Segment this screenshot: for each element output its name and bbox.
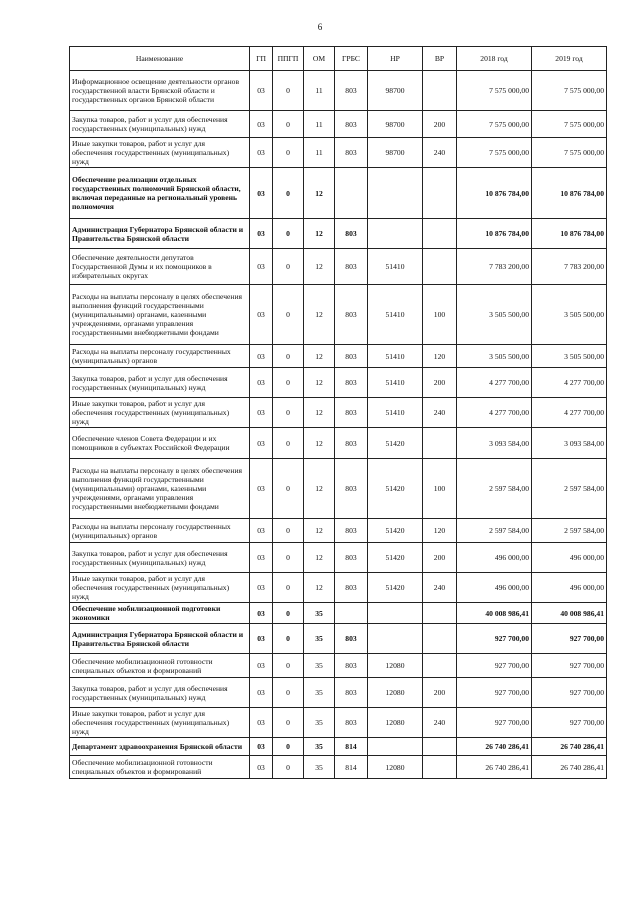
cell-2019: 496 000,00 — [532, 543, 607, 573]
cell-grbs: 803 — [335, 71, 368, 111]
cell-2019: 10 876 784,00 — [532, 168, 607, 219]
col-header-2018: 2018 год — [457, 47, 532, 71]
cell-ppgp: 0 — [273, 678, 304, 708]
table-row — [70, 678, 607, 708]
cell-2019: 927 700,00 — [532, 678, 607, 708]
cell-vr: 200 — [423, 543, 457, 573]
cell-grbs: 814 — [335, 756, 368, 779]
col-header-2019: 2019 год — [532, 47, 607, 71]
cell-vr: 200 — [423, 368, 457, 398]
table-row — [70, 111, 607, 138]
cell-om: 12 — [304, 219, 335, 249]
cell-2018: 10 876 784,00 — [457, 168, 532, 219]
cell-vr: 100 — [423, 285, 457, 345]
cell-gp: 03 — [250, 428, 273, 459]
cell-name: Иные закупки товаров, работ и услуг для обеспечения государственных (муниципальных) нужд — [70, 708, 250, 738]
cell-2019: 7 783 200,00 — [532, 249, 607, 285]
cell-2018: 40 008 986,41 — [457, 603, 532, 624]
table-row — [70, 285, 607, 345]
cell-gp: 03 — [250, 168, 273, 219]
table-row — [70, 368, 607, 398]
table-row — [70, 624, 607, 654]
table-row — [70, 543, 607, 573]
cell-2018: 496 000,00 — [457, 543, 532, 573]
cell-nr: 98700 — [368, 71, 423, 111]
cell-grbs: 803 — [335, 249, 368, 285]
cell-grbs: 803 — [335, 345, 368, 368]
cell-2019: 3 505 500,00 — [532, 285, 607, 345]
cell-2018: 927 700,00 — [457, 654, 532, 678]
cell-gp: 03 — [250, 756, 273, 779]
cell-name: Департамент здравоохранения Брянской области — [70, 738, 250, 756]
cell-2018: 26 740 286,41 — [457, 756, 532, 779]
cell-gp: 03 — [250, 368, 273, 398]
cell-ppgp: 0 — [273, 738, 304, 756]
cell-2018: 3 505 500,00 — [457, 285, 532, 345]
cell-name: Обеспечение мобилизационной готовности специальных объектов и формирований — [70, 756, 250, 779]
cell-nr: 12080 — [368, 708, 423, 738]
cell-name: Расходы на выплаты персоналу в целях обеспечения выполнения функций государственными (муниципальными) органами, казенными учреждениями, органами управления государственными внебюджетными фондами — [70, 285, 250, 345]
cell-vr: 100 — [423, 459, 457, 519]
cell-gp: 03 — [250, 249, 273, 285]
cell-vr: 240 — [423, 573, 457, 603]
cell-2019: 10 876 784,00 — [532, 219, 607, 249]
cell-om: 12 — [304, 398, 335, 428]
cell-om: 35 — [304, 624, 335, 654]
table-row — [70, 519, 607, 543]
cell-gp: 03 — [250, 459, 273, 519]
cell-ppgp: 0 — [273, 573, 304, 603]
col-header-om: ОМ — [304, 47, 335, 71]
cell-name: Закупка товаров, работ и услуг для обеспечения государственных (муниципальных) нужд — [70, 111, 250, 138]
cell-name: Обеспечение мобилизационной готовности специальных объектов и формирований — [70, 654, 250, 678]
table-header-row — [70, 47, 607, 71]
table-row — [70, 398, 607, 428]
cell-ppgp: 0 — [273, 624, 304, 654]
cell-2019: 7 575 000,00 — [532, 71, 607, 111]
table-row — [70, 219, 607, 249]
cell-nr: 51420 — [368, 543, 423, 573]
cell-2019: 26 740 286,41 — [532, 738, 607, 756]
cell-vr — [423, 428, 457, 459]
cell-name: Администрация Губернатора Брянской области и Правительства Брянской области — [70, 219, 250, 249]
cell-nr: 51410 — [368, 345, 423, 368]
cell-2019: 26 740 286,41 — [532, 756, 607, 779]
cell-name: Обеспечение мобилизационной подготовки экономики — [70, 603, 250, 624]
cell-2018: 4 277 700,00 — [457, 368, 532, 398]
table-row — [70, 708, 607, 738]
cell-ppgp: 0 — [273, 249, 304, 285]
cell-om: 35 — [304, 708, 335, 738]
cell-2019: 3 093 584,00 — [532, 428, 607, 459]
cell-name: Иные закупки товаров, работ и услуг для обеспечения государственных (муниципальных) нужд — [70, 398, 250, 428]
table-row — [70, 573, 607, 603]
cell-nr: 12080 — [368, 678, 423, 708]
cell-vr — [423, 738, 457, 756]
cell-2018: 26 740 286,41 — [457, 738, 532, 756]
cell-om: 35 — [304, 603, 335, 624]
cell-nr: 51410 — [368, 368, 423, 398]
cell-gp: 03 — [250, 398, 273, 428]
cell-grbs: 803 — [335, 398, 368, 428]
cell-name: Обеспечение членов Совета Федерации и их помощников в субъектах Российской Федерации — [70, 428, 250, 459]
cell-gp: 03 — [250, 138, 273, 168]
cell-nr: 51410 — [368, 398, 423, 428]
cell-ppgp: 0 — [273, 543, 304, 573]
cell-grbs: 803 — [335, 285, 368, 345]
col-header-grbs: ГРБС — [335, 47, 368, 71]
cell-grbs: 803 — [335, 543, 368, 573]
cell-om: 35 — [304, 678, 335, 708]
cell-om: 12 — [304, 345, 335, 368]
cell-gp: 03 — [250, 624, 273, 654]
cell-om: 35 — [304, 654, 335, 678]
cell-grbs — [335, 603, 368, 624]
cell-grbs: 803 — [335, 368, 368, 398]
cell-2019: 2 597 584,00 — [532, 459, 607, 519]
cell-name: Расходы на выплаты персоналу государственных (муниципальных) органов — [70, 345, 250, 368]
cell-nr: 51410 — [368, 285, 423, 345]
cell-2018: 7 575 000,00 — [457, 111, 532, 138]
cell-ppgp: 0 — [273, 603, 304, 624]
cell-2019: 927 700,00 — [532, 624, 607, 654]
cell-grbs: 803 — [335, 654, 368, 678]
cell-om: 11 — [304, 111, 335, 138]
cell-vr — [423, 624, 457, 654]
table-row — [70, 603, 607, 624]
cell-grbs: 803 — [335, 519, 368, 543]
cell-om: 11 — [304, 138, 335, 168]
cell-ppgp: 0 — [273, 428, 304, 459]
cell-nr — [368, 738, 423, 756]
cell-2018: 2 597 584,00 — [457, 459, 532, 519]
cell-grbs — [335, 168, 368, 219]
page-number: 6 — [317, 22, 323, 32]
cell-ppgp: 0 — [273, 708, 304, 738]
cell-2019: 927 700,00 — [532, 654, 607, 678]
cell-2018: 7 783 200,00 — [457, 249, 532, 285]
cell-grbs: 803 — [335, 428, 368, 459]
cell-vr: 200 — [423, 111, 457, 138]
cell-2019: 4 277 700,00 — [532, 398, 607, 428]
cell-vr — [423, 603, 457, 624]
cell-2019: 2 597 584,00 — [532, 519, 607, 543]
cell-2019: 3 505 500,00 — [532, 345, 607, 368]
cell-nr — [368, 219, 423, 249]
cell-vr — [423, 654, 457, 678]
cell-vr — [423, 249, 457, 285]
cell-nr: 98700 — [368, 138, 423, 168]
table-row — [70, 756, 607, 779]
cell-name: Закупка товаров, работ и услуг для обеспечения государственных (муниципальных) нужд — [70, 543, 250, 573]
cell-vr: 240 — [423, 708, 457, 738]
cell-ppgp: 0 — [273, 219, 304, 249]
cell-vr — [423, 756, 457, 779]
col-header-nr: НР — [368, 47, 423, 71]
cell-name: Закупка товаров, работ и услуг для обеспечения государственных (муниципальных) нужд — [70, 368, 250, 398]
cell-2019: 4 277 700,00 — [532, 368, 607, 398]
cell-om: 12 — [304, 573, 335, 603]
col-header-vr: ВР — [423, 47, 457, 71]
cell-ppgp: 0 — [273, 368, 304, 398]
cell-ppgp: 0 — [273, 138, 304, 168]
cell-ppgp: 0 — [273, 519, 304, 543]
cell-grbs: 803 — [335, 219, 368, 249]
cell-name: Закупка товаров, работ и услуг для обеспечения государственных (муниципальных) нужд — [70, 678, 250, 708]
cell-gp: 03 — [250, 219, 273, 249]
cell-gp: 03 — [250, 573, 273, 603]
cell-2019: 40 008 986,41 — [532, 603, 607, 624]
cell-om: 12 — [304, 168, 335, 219]
cell-ppgp: 0 — [273, 285, 304, 345]
cell-ppgp: 0 — [273, 111, 304, 138]
cell-vr: 200 — [423, 678, 457, 708]
budget-table — [69, 46, 607, 779]
cell-om: 12 — [304, 428, 335, 459]
cell-vr — [423, 71, 457, 111]
cell-name: Информационное освещение деятельности органов государственной власти Брянской области и государственных органов Брянской области — [70, 71, 250, 111]
cell-grbs: 803 — [335, 459, 368, 519]
cell-nr: 51410 — [368, 249, 423, 285]
cell-2018: 10 876 784,00 — [457, 219, 532, 249]
cell-ppgp: 0 — [273, 398, 304, 428]
table-row — [70, 428, 607, 459]
cell-gp: 03 — [250, 708, 273, 738]
cell-grbs: 803 — [335, 678, 368, 708]
cell-om: 35 — [304, 756, 335, 779]
cell-2019: 7 575 000,00 — [532, 111, 607, 138]
cell-nr — [368, 624, 423, 654]
cell-om: 12 — [304, 519, 335, 543]
cell-name: Расходы на выплаты персоналу в целях обеспечения выполнения функций государственными (муниципальными) органами, казенными учреждениями, органами управления государственными внебюджетными фондами — [70, 459, 250, 519]
cell-name: Иные закупки товаров, работ и услуг для обеспечения государственных (муниципальных) нужд — [70, 573, 250, 603]
cell-ppgp: 0 — [273, 654, 304, 678]
cell-om: 12 — [304, 543, 335, 573]
cell-name: Иные закупки товаров, работ и услуг для обеспечения государственных (муниципальных) нужд — [70, 138, 250, 168]
cell-om: 11 — [304, 71, 335, 111]
cell-name: Администрация Губернатора Брянской области и Правительства Брянской области — [70, 624, 250, 654]
cell-gp: 03 — [250, 111, 273, 138]
cell-vr: 240 — [423, 398, 457, 428]
cell-ppgp: 0 — [273, 168, 304, 219]
cell-nr: 12080 — [368, 654, 423, 678]
cell-nr: 51420 — [368, 573, 423, 603]
cell-vr: 120 — [423, 519, 457, 543]
col-header-gp: ГП — [250, 47, 273, 71]
cell-ppgp: 0 — [273, 71, 304, 111]
cell-ppgp: 0 — [273, 756, 304, 779]
cell-2019: 496 000,00 — [532, 573, 607, 603]
table-row — [70, 459, 607, 519]
table-body — [70, 71, 607, 779]
cell-om: 35 — [304, 738, 335, 756]
cell-2018: 4 277 700,00 — [457, 398, 532, 428]
cell-nr: 51420 — [368, 459, 423, 519]
cell-grbs: 803 — [335, 573, 368, 603]
cell-grbs: 803 — [335, 138, 368, 168]
cell-om: 12 — [304, 285, 335, 345]
cell-name: Расходы на выплаты персоналу государственных (муниципальных) органов — [70, 519, 250, 543]
table-row — [70, 168, 607, 219]
cell-gp: 03 — [250, 71, 273, 111]
cell-gp: 03 — [250, 603, 273, 624]
cell-2019: 927 700,00 — [532, 708, 607, 738]
cell-gp: 03 — [250, 738, 273, 756]
cell-nr: 51420 — [368, 519, 423, 543]
cell-2018: 3 093 584,00 — [457, 428, 532, 459]
cell-2018: 927 700,00 — [457, 708, 532, 738]
cell-vr: 240 — [423, 138, 457, 168]
cell-grbs: 803 — [335, 624, 368, 654]
cell-om: 12 — [304, 459, 335, 519]
cell-om: 12 — [304, 368, 335, 398]
cell-name: Обеспечение реализации отдельных государственных полномочий Брянской области, включая переданные на региональный уровень полномочия — [70, 168, 250, 219]
cell-name: Обеспечение деятельности депутатов Государственной Думы и их помощников в избирательных округах — [70, 249, 250, 285]
cell-nr — [368, 603, 423, 624]
cell-2018: 3 505 500,00 — [457, 345, 532, 368]
table-row — [70, 654, 607, 678]
cell-gp: 03 — [250, 285, 273, 345]
table-row — [70, 738, 607, 756]
cell-ppgp: 0 — [273, 459, 304, 519]
cell-2018: 2 597 584,00 — [457, 519, 532, 543]
table-row — [70, 249, 607, 285]
cell-2019: 7 575 000,00 — [532, 138, 607, 168]
col-header-name: Наименование — [70, 47, 250, 71]
cell-nr: 12080 — [368, 756, 423, 779]
cell-om: 12 — [304, 249, 335, 285]
col-header-ppgp: ППГП — [273, 47, 304, 71]
cell-nr: 98700 — [368, 111, 423, 138]
cell-grbs: 803 — [335, 111, 368, 138]
cell-gp: 03 — [250, 654, 273, 678]
cell-grbs: 803 — [335, 708, 368, 738]
table-row — [70, 138, 607, 168]
table-row — [70, 345, 607, 368]
cell-vr: 120 — [423, 345, 457, 368]
cell-gp: 03 — [250, 345, 273, 368]
cell-gp: 03 — [250, 519, 273, 543]
cell-gp: 03 — [250, 543, 273, 573]
cell-vr — [423, 219, 457, 249]
table-row — [70, 71, 607, 111]
cell-vr — [423, 168, 457, 219]
cell-ppgp: 0 — [273, 345, 304, 368]
cell-2018: 7 575 000,00 — [457, 138, 532, 168]
cell-2018: 496 000,00 — [457, 573, 532, 603]
cell-nr: 51420 — [368, 428, 423, 459]
cell-2018: 7 575 000,00 — [457, 71, 532, 111]
cell-2018: 927 700,00 — [457, 678, 532, 708]
cell-gp: 03 — [250, 678, 273, 708]
cell-2018: 927 700,00 — [457, 624, 532, 654]
cell-nr — [368, 168, 423, 219]
cell-grbs: 814 — [335, 738, 368, 756]
